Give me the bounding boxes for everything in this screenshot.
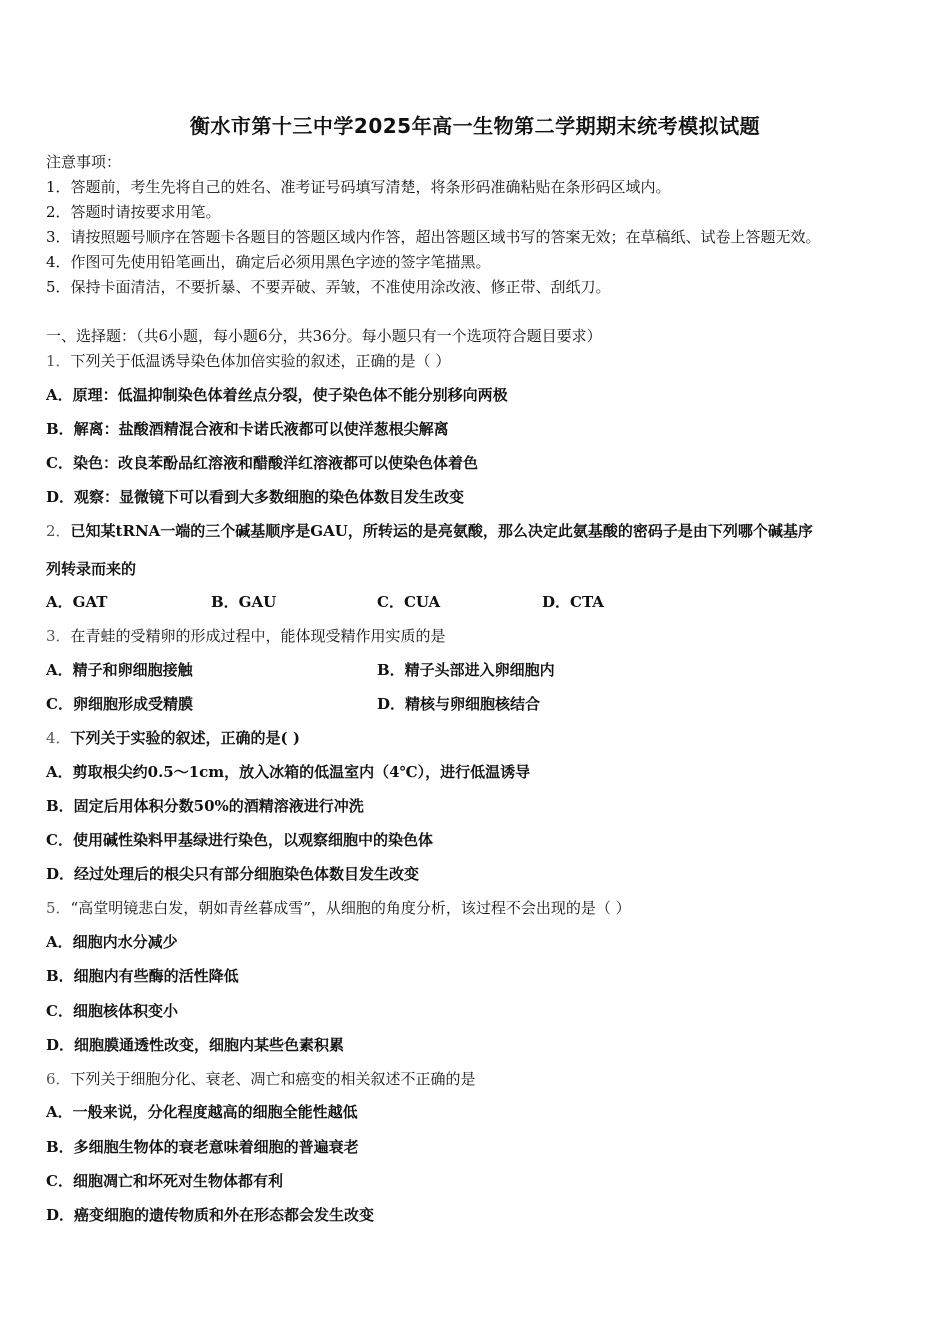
option-a: A．精子和卵细胞接触 <box>46 661 193 679</box>
page-title: 衡水市第十三中学2025年高一生物第二学期期末统考模拟试题 <box>189 114 761 138</box>
question-stem: 在青蛙的受精卵的形成过程中，能体现受精作用实质的是 <box>70 627 446 645</box>
notice-item: 5．保持卡面清洁，不要折暴、不要弄破、弄皱，不准使用涂改液、修正带、刮纸刀。 <box>46 278 611 296</box>
question-number: 2． <box>46 522 71 540</box>
notice-item: 3．请按照题号顺序在答题卡各题目的答题区域内作答，超出答题区域书写的答案无效；在草稿纸、试卷上答题无效。 <box>46 228 821 246</box>
notice-item: 4．作图可先使用铅笔画出，确定后必须用黑色字迹的签字笔描黑。 <box>46 253 491 271</box>
question-stem: 已知某tRNA一端的三个碱基顺序是GAU，所转运的是亮氨酸，那么决定此氨基酸的密码子是由下列哪个碱基序 <box>70 522 813 540</box>
option-b: B．细胞内有些酶的活性降低 <box>46 967 239 985</box>
option-c: C．CUA <box>377 593 441 611</box>
notice-heading: 注意事项： <box>46 153 122 171</box>
option-a: A．一般来说，分化程度越高的细胞全能性越低 <box>46 1103 358 1121</box>
question-stem: 下列关于低温诱导染色体加倍实验的叙述，正确的是（ ） <box>70 352 451 370</box>
section-heading: 一、选择题：（共6小题，每小题6分，共36分。每小题只有一个选项符合题目要求） <box>46 327 602 345</box>
question-1 <box>46 351 930 371</box>
option-b: B．解离：盐酸酒精混合液和卡诺氏液都可以使洋葱根尖解离 <box>46 420 449 438</box>
question-number: 6． <box>46 1070 71 1088</box>
question-number: 5． <box>46 899 71 917</box>
option-d: D．癌变细胞的遗传物质和外在形态都会发生改变 <box>46 1206 375 1224</box>
option-c: C．卵细胞形成受精膜 <box>46 695 193 713</box>
question-stem: “高堂明镜悲白发，朝如青丝暮成雪”，从细胞的角度分析，该过程不会出现的是（ ） <box>70 899 631 917</box>
question-2 <box>46 521 930 541</box>
option-c: C．细胞核体积变小 <box>46 1002 178 1020</box>
option-d: D．经过处理后的根尖只有部分细胞染色体数目发生改变 <box>46 865 420 883</box>
question-stem: 下列关于细胞分化、衰老、凋亡和癌变的相关叙述不正确的是 <box>70 1070 476 1088</box>
option-c: C．细胞凋亡和坏死对生物体都有利 <box>46 1172 283 1190</box>
option-a: A．GAT <box>46 593 108 611</box>
option-b: B．GAU <box>211 593 277 611</box>
option-a: A．剪取根尖约0.5～1cm，放入冰箱的低温室内（4℃），进行低温诱导 <box>46 763 531 781</box>
question-5 <box>46 898 930 918</box>
question-stem-continued: 列转录而来的 <box>46 560 137 578</box>
option-d: D．精核与卵细胞核结合 <box>377 695 541 713</box>
option-c: C．染色：改良苯酚品红溶液和醋酸洋红溶液都可以使染色体着色 <box>46 454 478 472</box>
option-a: A．原理：低温抑制染色体着丝点分裂，使子染色体不能分别移向两极 <box>46 386 508 404</box>
option-b: B．固定后用体积分数50%的酒精溶液进行冲洗 <box>46 797 364 815</box>
option-d: D．CTA <box>542 593 604 611</box>
question-stem: 下列关于实验的叙述，正确的是( ) <box>70 729 300 747</box>
notice-item: 1．答题前，考生先将自己的姓名、准考证号码填写清楚，将条形码准确粘贴在条形码区域内。 <box>46 178 671 196</box>
option-c: C．使用碱性染料甲基绿进行染色，以观察细胞中的染色体 <box>46 831 433 849</box>
option-b: B．精子头部进入卵细胞内 <box>377 661 555 679</box>
question-number: 3． <box>46 627 71 645</box>
question-6 <box>46 1069 930 1089</box>
notice-item: 2．答题时请按要求用笔。 <box>46 203 221 221</box>
option-b: B．多细胞生物体的衰老意味着细胞的普遍衰老 <box>46 1138 359 1156</box>
option-d: D．观察：显微镜下可以看到大多数细胞的染色体数目发生改变 <box>46 488 465 506</box>
question-3 <box>46 626 930 646</box>
option-a: A．细胞内水分减少 <box>46 933 178 951</box>
question-number: 1． <box>46 352 71 370</box>
question-number: 4． <box>46 729 71 747</box>
option-d: D．细胞膜通透性改变，细胞内某些色素积累 <box>46 1036 345 1054</box>
question-4 <box>46 728 930 748</box>
